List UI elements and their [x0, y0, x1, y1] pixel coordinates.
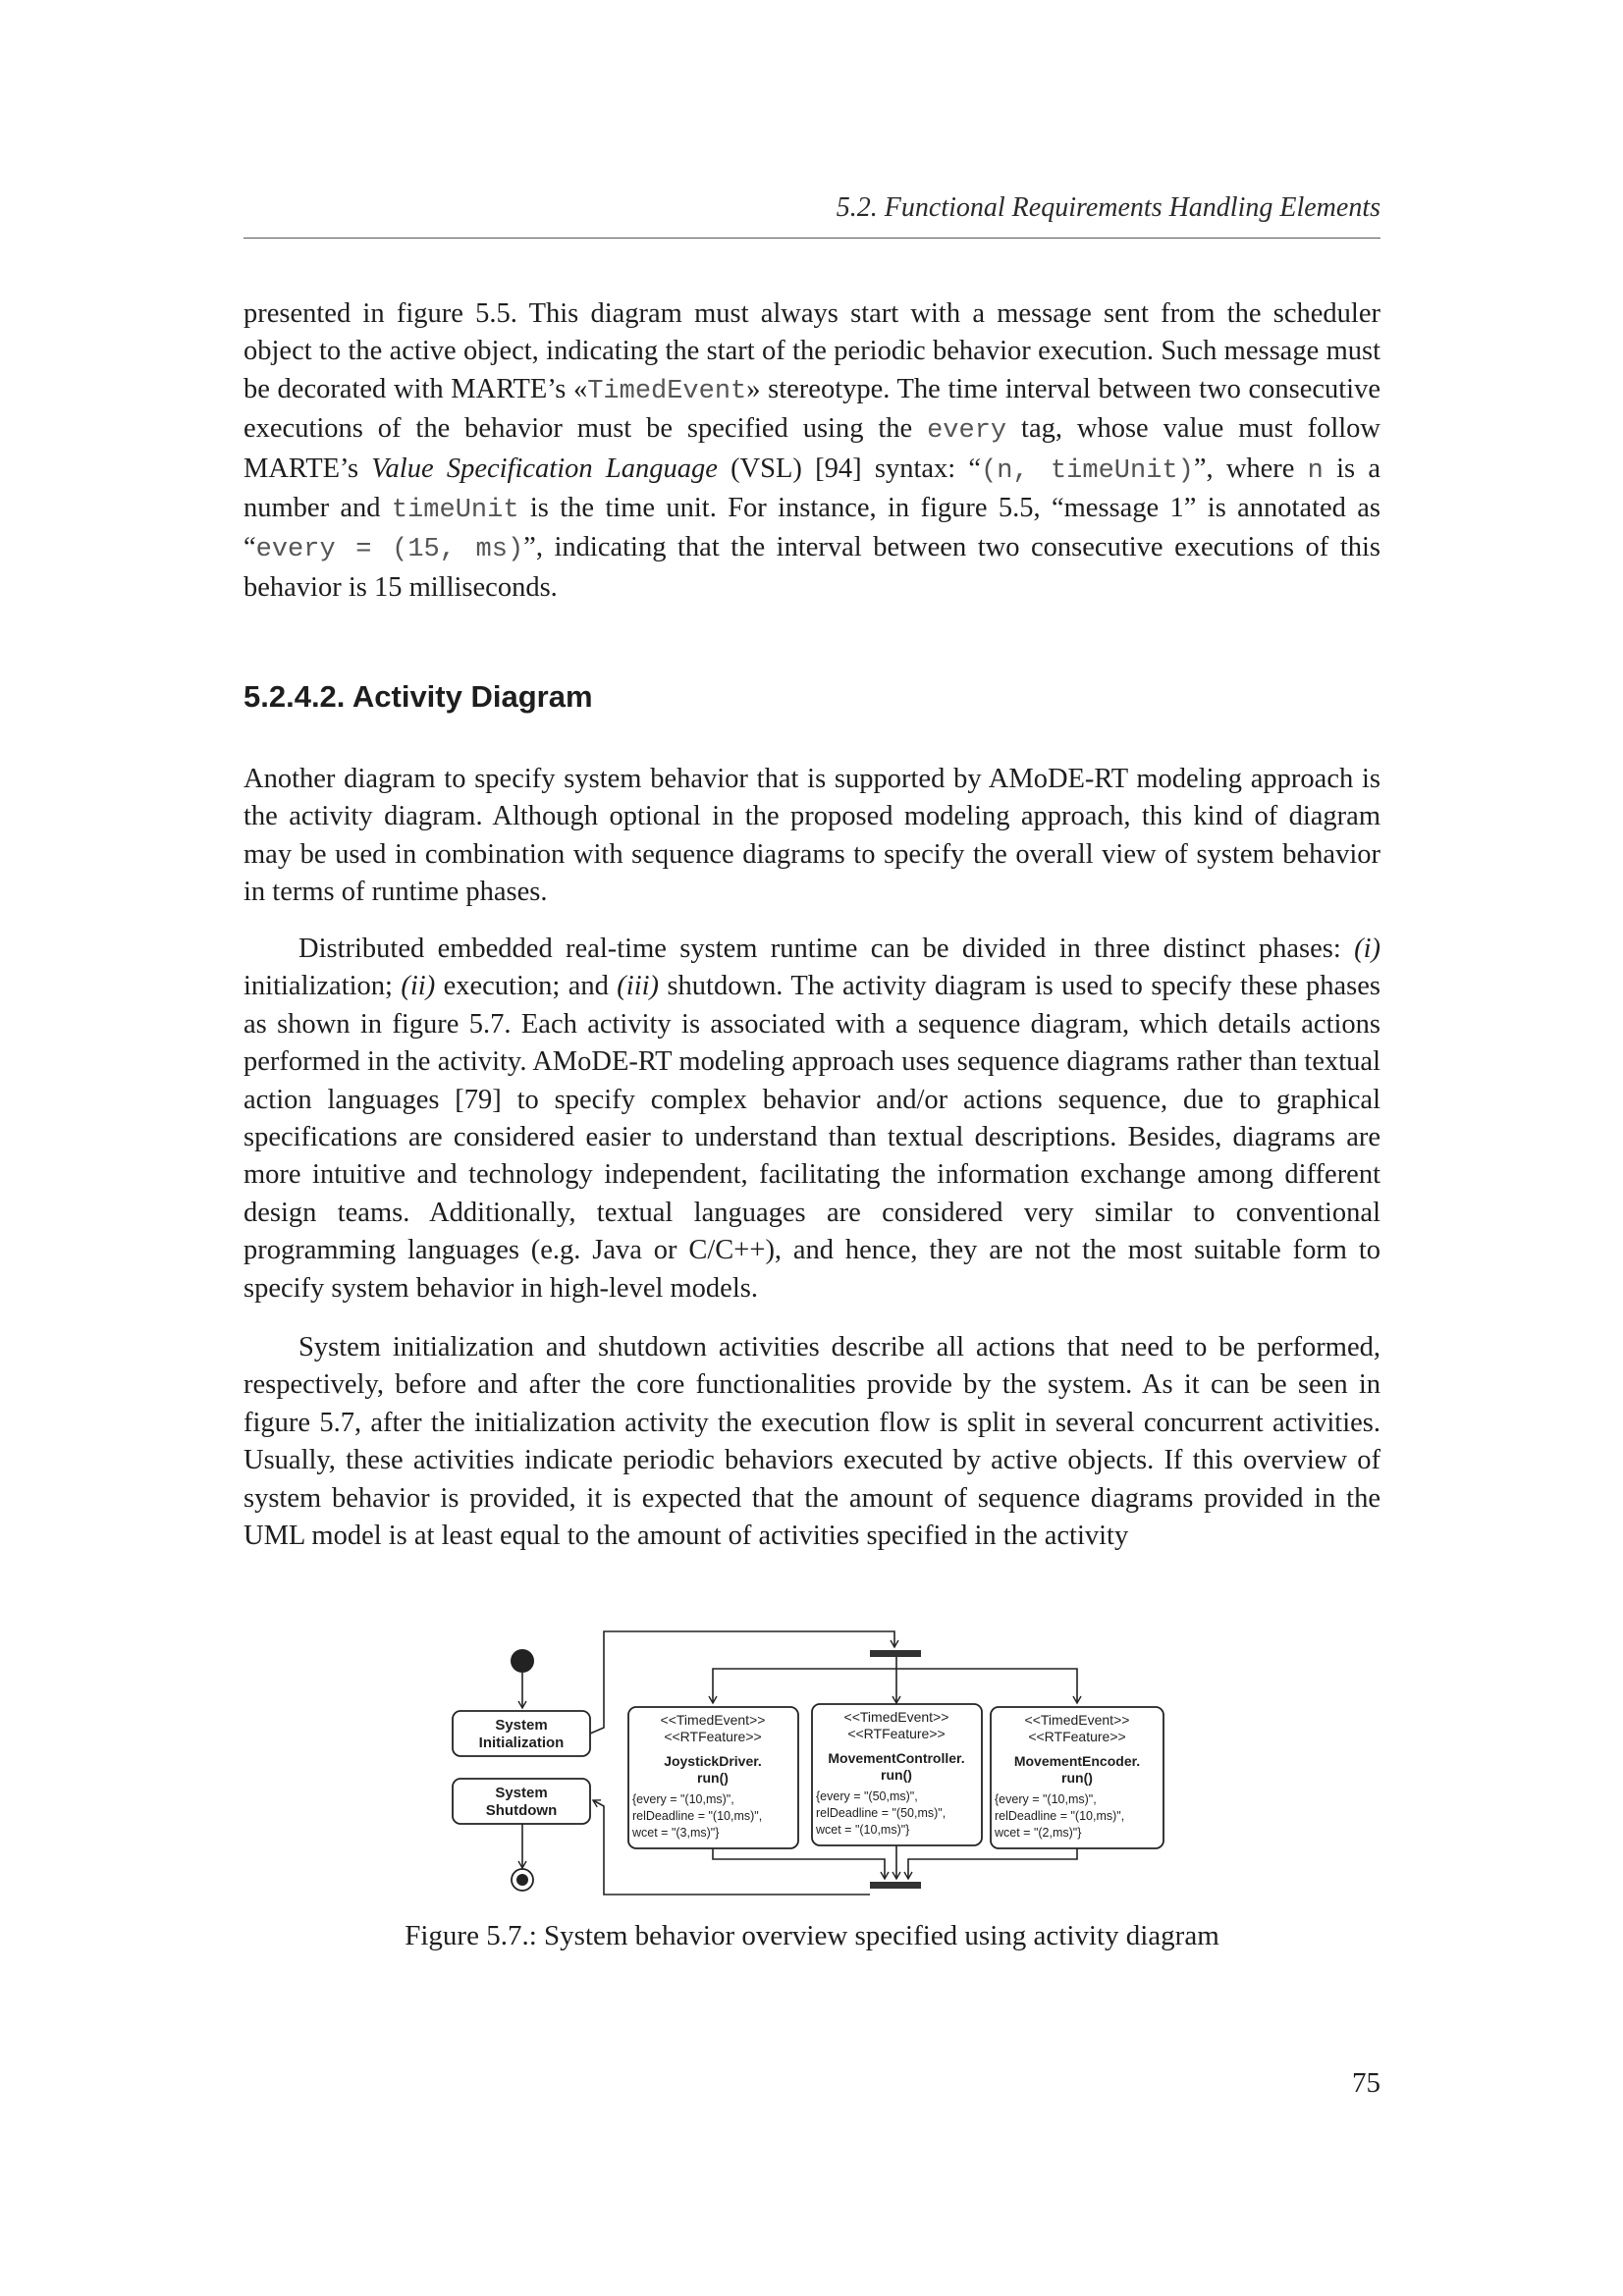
tag-value: {every = "(10,ms)",: [995, 1792, 1097, 1806]
figure-caption: Figure 5.7.: System behavior overview specified using activity diagram: [405, 1920, 1219, 1951]
init-label-1: System: [495, 1717, 548, 1734]
tag-value: wcet = "(10,ms)"}: [816, 1823, 910, 1837]
stereotype-label: <<RTFeature>>: [1028, 1729, 1126, 1744]
initial-node: [511, 1649, 534, 1673]
italic-term: Value Specification Language: [371, 453, 718, 484]
stereotype-label: <<TimedEvent>>: [660, 1712, 766, 1728]
activity-diagram-figure: [447, 1620, 1183, 1914]
activity-name: MovementEncoder.: [1013, 1753, 1141, 1769]
tag-value: {every = "(10,ms)",: [632, 1792, 734, 1806]
activity-name: run(): [881, 1767, 912, 1783]
stereotype-label: <<TimedEvent>>: [1024, 1712, 1130, 1728]
inline-code: TimedEvent: [587, 376, 747, 406]
fork-bar: [870, 1650, 921, 1657]
paragraph-activity-intro: Another diagram to specify system behavior that is supported by AMoDE-RT modeling approach is the activity diagram. Although optional in the proposed modeling approach, this kind of diagram may be used in combination with sequence diagrams to specify the overall view of system behavior in terms of runtime phases.: [243, 764, 1380, 908]
stereotype-label: <<RTFeature>>: [664, 1729, 762, 1744]
tag-value: wcet = "(3,ms)"}: [632, 1826, 720, 1840]
paragraph-figure-5-5-description: presented in figure 5.5. This diagram must always start with a message sent from the scheduler object to the active object, indicating the start of the periodic behavior execution. Such message must be decorated with MARTE’s «TimedEvent» stereotype. The time interval between two consecutive executions of the behavior must be specified using the every tag, whose value must follow MARTE’s Value Specification Language (VSL) [94] syntax: “(n, timeUnit)”, where n is a number and timeUnit is the time unit. For instance, in figure 5.5, “message 1” is annotated as “every = (15, ms)”, indicating that the interval between two consecutive executions of this behavior is 15 milliseconds.: [243, 298, 1380, 603]
activity-name: MovementController.: [828, 1750, 965, 1766]
header-rule: [243, 238, 1380, 239]
activity-name: JoystickDriver.: [664, 1753, 762, 1769]
tag-value: {every = "(50,ms)",: [816, 1789, 918, 1803]
tag-value: wcet = "(2,ms)"}: [995, 1826, 1082, 1840]
shutdown-label-1: System: [495, 1785, 548, 1801]
tag-value: relDeadline = "(10,ms)",: [632, 1809, 763, 1823]
join-bar: [870, 1882, 921, 1889]
stereotype-label: <<TimedEvent>>: [843, 1709, 949, 1725]
tag-value: relDeadline = "(50,ms)",: [816, 1806, 947, 1820]
paragraph-init-shutdown: System initialization and shutdown activities describe all actions that need to be performed, respectively, before and after the core functionalities provide by the system. As it can be seen in figure 5.7, after the initialization activity the execution flow is split in several concurrent activities. Usually, these activities indicate periodic behaviors executed by active objects. If this overview of system behavior is provided, it is expected that the amount of sequence diagrams provided in the UML model is at least equal to the amount of activities specified in the activity: [243, 1332, 1380, 1552]
inline-code: every = (15, ms): [255, 535, 524, 565]
activity-name: run(): [697, 1770, 729, 1786]
inline-code: timeUnit: [391, 496, 519, 526]
final-node: [512, 1869, 533, 1891]
section-heading: 5.2.4.2. Activity Diagram: [243, 679, 593, 714]
tag-value: relDeadline = "(10,ms)",: [995, 1809, 1125, 1823]
inline-code: every: [927, 416, 1007, 447]
running-header: 5.2. Functional Requirements Handling Elements: [836, 192, 1380, 223]
inline-code: (n, timeUnit): [981, 455, 1194, 486]
init-label-2: Initialization: [478, 1735, 565, 1751]
shutdown-label-2: Shutdown: [485, 1802, 558, 1819]
activity-name: run(): [1061, 1770, 1093, 1786]
page-number: 75: [1352, 2067, 1380, 2099]
stereotype-label: <<RTFeature>>: [847, 1726, 946, 1741]
paragraph-runtime-phases: Distributed embedded real-time system runtime can be divided in three distinct phases: (i) initialization; (ii) execution; and (iii) shutdown. The activity diagram is used to specify these phases as shown in figure 5.7. Each activity is associated with a sequence diagram, which details actions performed in the activity. AMoDE-RT modeling approach uses sequence diagrams rather than textual action languages [79] to specify complex behavior and/or actions sequence, due to graphical specifications are considered easier to understand than textual descriptions. Besides, diagrams are more intuitive and technology independent, facilitating the information exchange among different design teams. Additionally, textual languages are considered very similar to conventional programming languages (e.g. Java or C/C++), and hence, they are not the most suitable form to specify system behavior in high-level models.: [243, 934, 1380, 1304]
inline-code: n: [1307, 455, 1324, 486]
